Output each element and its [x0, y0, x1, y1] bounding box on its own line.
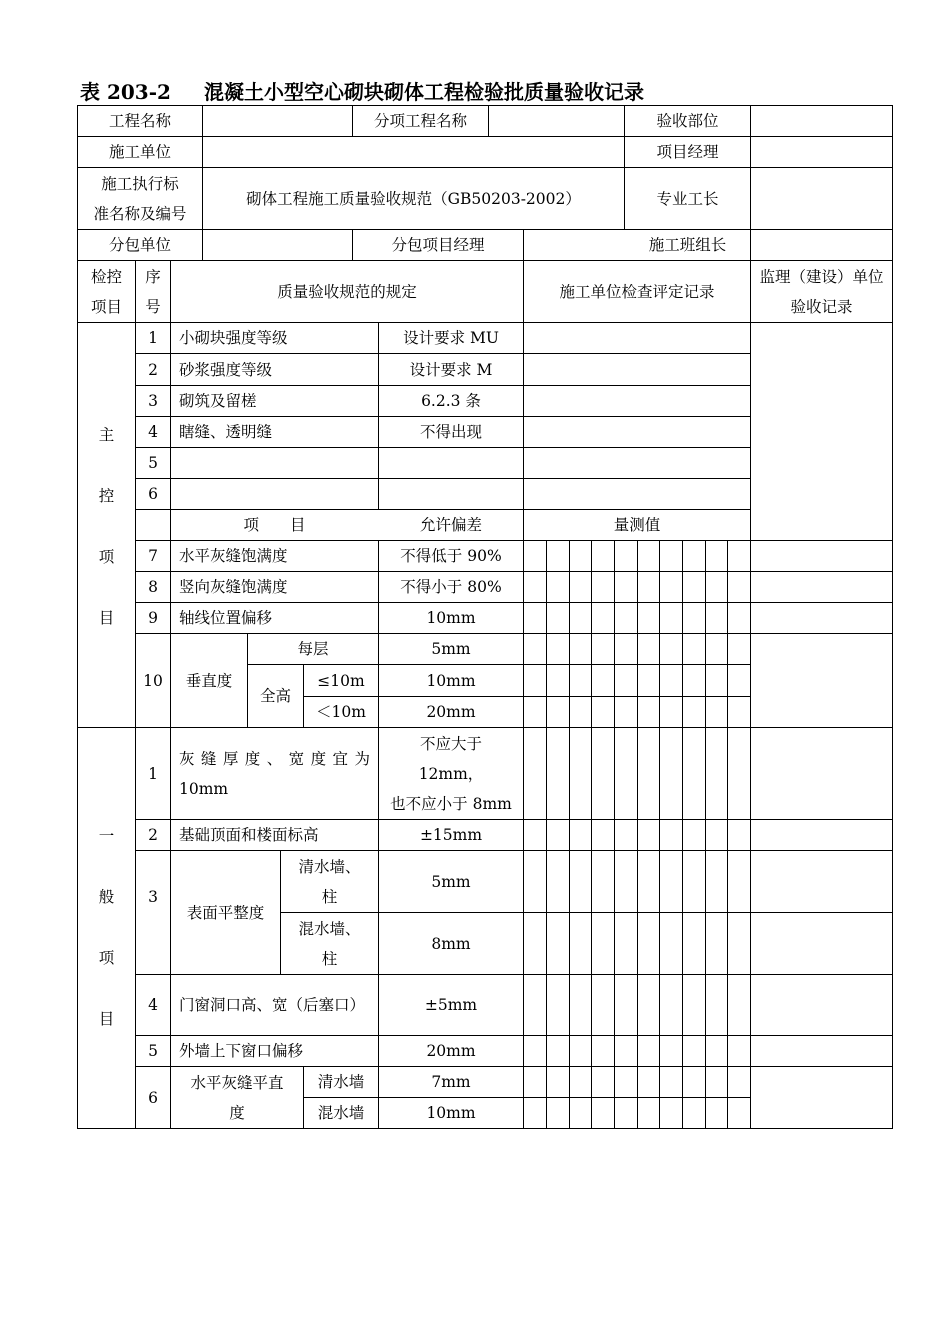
- group-char: 一: [98, 827, 115, 845]
- unit-record-header: 施工单位检查评定记录: [559, 282, 715, 301]
- foreman-label: 专业工长: [656, 189, 719, 208]
- item-name: 瞎缝、透明缝: [179, 423, 273, 441]
- general-group-label: [78, 806, 135, 1050]
- tolerance-line: 12mm，: [418, 764, 484, 783]
- mixed-wall-label: [281, 913, 378, 974]
- acceptance-part-field[interactable]: [751, 106, 892, 136]
- label-line: 柱: [321, 949, 338, 968]
- item-name: 垂直度: [185, 671, 233, 690]
- item-tolerance: 5mm: [431, 872, 471, 891]
- item-no: 6: [148, 485, 158, 503]
- group-char: 控: [98, 487, 115, 505]
- item-no: 7: [148, 547, 158, 565]
- item-tolerance: ±15mm: [419, 826, 483, 844]
- standard-label-line1: 施工执行标: [101, 174, 179, 193]
- item-no: 8: [148, 578, 158, 596]
- item-no: 9: [148, 609, 158, 627]
- item-name: 门窗洞口高、宽（后塞口）: [179, 996, 366, 1014]
- item-requirement: 6.2.3 条: [421, 392, 481, 410]
- construction-unit-label: 施工单位: [108, 143, 171, 161]
- item-no: 3: [148, 888, 158, 906]
- construction-unit-field[interactable]: [203, 137, 624, 167]
- standard-label: [78, 168, 202, 229]
- item-requirement: 设计要求 M: [409, 360, 493, 379]
- seq-header-line1: 序: [145, 267, 161, 286]
- group-char: 主: [98, 426, 115, 444]
- tolerance-line: 也不应小于 8mm: [390, 794, 512, 813]
- group-char: 项: [98, 949, 115, 967]
- sub-header-item: 项 目: [243, 516, 306, 534]
- item-requirement: 设计要求 MU: [403, 329, 499, 347]
- item-tolerance: 20mm: [426, 1042, 476, 1060]
- item-name: 竖向灰缝饱满度: [179, 578, 288, 596]
- table-name: 混凝土小型空心砌块砌体工程检验批质量验收记录: [204, 80, 644, 104]
- measurement-grid: [547, 540, 728, 1128]
- team-leader-label: 施工班组长: [648, 236, 727, 254]
- standard-label-line2: 准名称及编号: [93, 204, 187, 223]
- project-manager-field[interactable]: [751, 137, 892, 167]
- full-height-label: 全高: [259, 687, 291, 705]
- name-line: 水平灰缝平直: [190, 1073, 284, 1092]
- item-no: 3: [148, 392, 158, 410]
- item-no: 4: [148, 423, 158, 441]
- main-control-group-label: [78, 405, 135, 649]
- group-char: 目: [98, 609, 115, 627]
- item-name: 砂浆强度等级: [179, 360, 273, 379]
- item-name: [171, 1067, 303, 1128]
- clear-wall-label: [281, 851, 378, 912]
- check-item-header-line1: 检控: [90, 267, 122, 286]
- group-char: 般: [98, 888, 115, 906]
- item-tolerance: 8mm: [431, 934, 471, 953]
- item-name: 灰缝厚度、宽度宜为 10mm: [179, 749, 370, 798]
- team-leader-field[interactable]: [751, 230, 892, 260]
- project-manager-label: 项目经理: [656, 143, 719, 161]
- sub-project-label: 分项工程名称: [373, 112, 467, 130]
- clear-wall-label: 清水墙: [317, 1073, 365, 1091]
- subcontract-manager-field[interactable]: [524, 230, 624, 260]
- item-no: 2: [148, 826, 158, 844]
- item-tolerance: [379, 728, 523, 819]
- item-tolerance: 5mm: [431, 640, 471, 658]
- seq-header: [136, 261, 170, 322]
- item-tolerance: 不得低于 90%: [400, 547, 502, 565]
- check-item-header-line2: 项目: [90, 297, 122, 316]
- acceptance-part-label: 验收部位: [656, 112, 719, 130]
- item-name: 小砌块强度等级: [179, 329, 288, 347]
- item-tolerance: 10mm: [426, 671, 476, 690]
- label-line: 清水墙、: [298, 857, 361, 876]
- supervision-header-line2: 验收记录: [790, 297, 853, 316]
- project-name-field[interactable]: [203, 106, 352, 136]
- item-no: 10: [143, 671, 163, 690]
- supervision-header: [751, 261, 892, 322]
- gt10-label: ＜10m: [316, 703, 366, 721]
- item-no: 1: [148, 329, 158, 347]
- item-tolerance: 20mm: [426, 703, 476, 721]
- check-item-header: [78, 261, 135, 322]
- item-name: 轴线位置偏移: [179, 609, 273, 627]
- item-tolerance: 不得小于 80%: [400, 578, 502, 596]
- item-tolerance: 10mm: [426, 1104, 476, 1122]
- le10-label: ≤10m: [317, 671, 365, 690]
- subcontract-unit-label: 分包单位: [108, 236, 171, 254]
- item-tolerance: 10mm: [426, 609, 476, 627]
- seq-header-line2: 号: [145, 297, 161, 316]
- supervision-header-line1: 监理（建设）单位: [759, 267, 884, 286]
- name-line: 度: [229, 1103, 245, 1122]
- item-no: 1: [148, 764, 158, 783]
- standard-value: 砌体工程施工质量验收规范（GB50203-2002）: [246, 189, 581, 208]
- item-requirement: 不得出现: [419, 423, 482, 441]
- label-line: 柱: [321, 887, 338, 906]
- sub-header-measured: 量测值: [613, 516, 661, 534]
- item-tolerance: 7mm: [431, 1073, 471, 1091]
- tolerance-line: 不应大于: [419, 734, 482, 753]
- subcontract-unit-field[interactable]: [203, 230, 352, 260]
- item-tolerance: ±5mm: [424, 996, 478, 1014]
- item-name: 外墙上下窗口偏移: [179, 1042, 304, 1060]
- per-floor-label: 每层: [297, 640, 329, 658]
- table-number: 表 203-2: [80, 80, 171, 104]
- sub-header-tolerance: 允许偏差: [419, 516, 482, 534]
- item-name: 砌筑及留槎: [179, 392, 257, 410]
- mixed-wall-label: 混水墙: [317, 1104, 365, 1122]
- foreman-field[interactable]: [751, 168, 892, 229]
- group-char: 项: [98, 548, 115, 566]
- item-name: 水平灰缝饱满度: [179, 547, 288, 565]
- spec-header: 质量验收规范的规定: [277, 282, 417, 301]
- subcontract-manager-label: 分包项目经理: [391, 236, 485, 254]
- group-char: 目: [98, 1010, 115, 1028]
- item-no: 6: [148, 1088, 158, 1107]
- item-no: 4: [148, 996, 158, 1014]
- item-name: 表面平整度: [186, 903, 265, 922]
- item-no: 2: [148, 360, 158, 379]
- item-no: 5: [148, 454, 158, 472]
- item-name: 基础顶面和楼面标高: [179, 826, 319, 844]
- project-name-label: 工程名称: [108, 112, 171, 130]
- item-no: 5: [148, 1042, 158, 1060]
- label-line: 混水墙、: [298, 919, 361, 938]
- sub-project-field[interactable]: [489, 106, 624, 136]
